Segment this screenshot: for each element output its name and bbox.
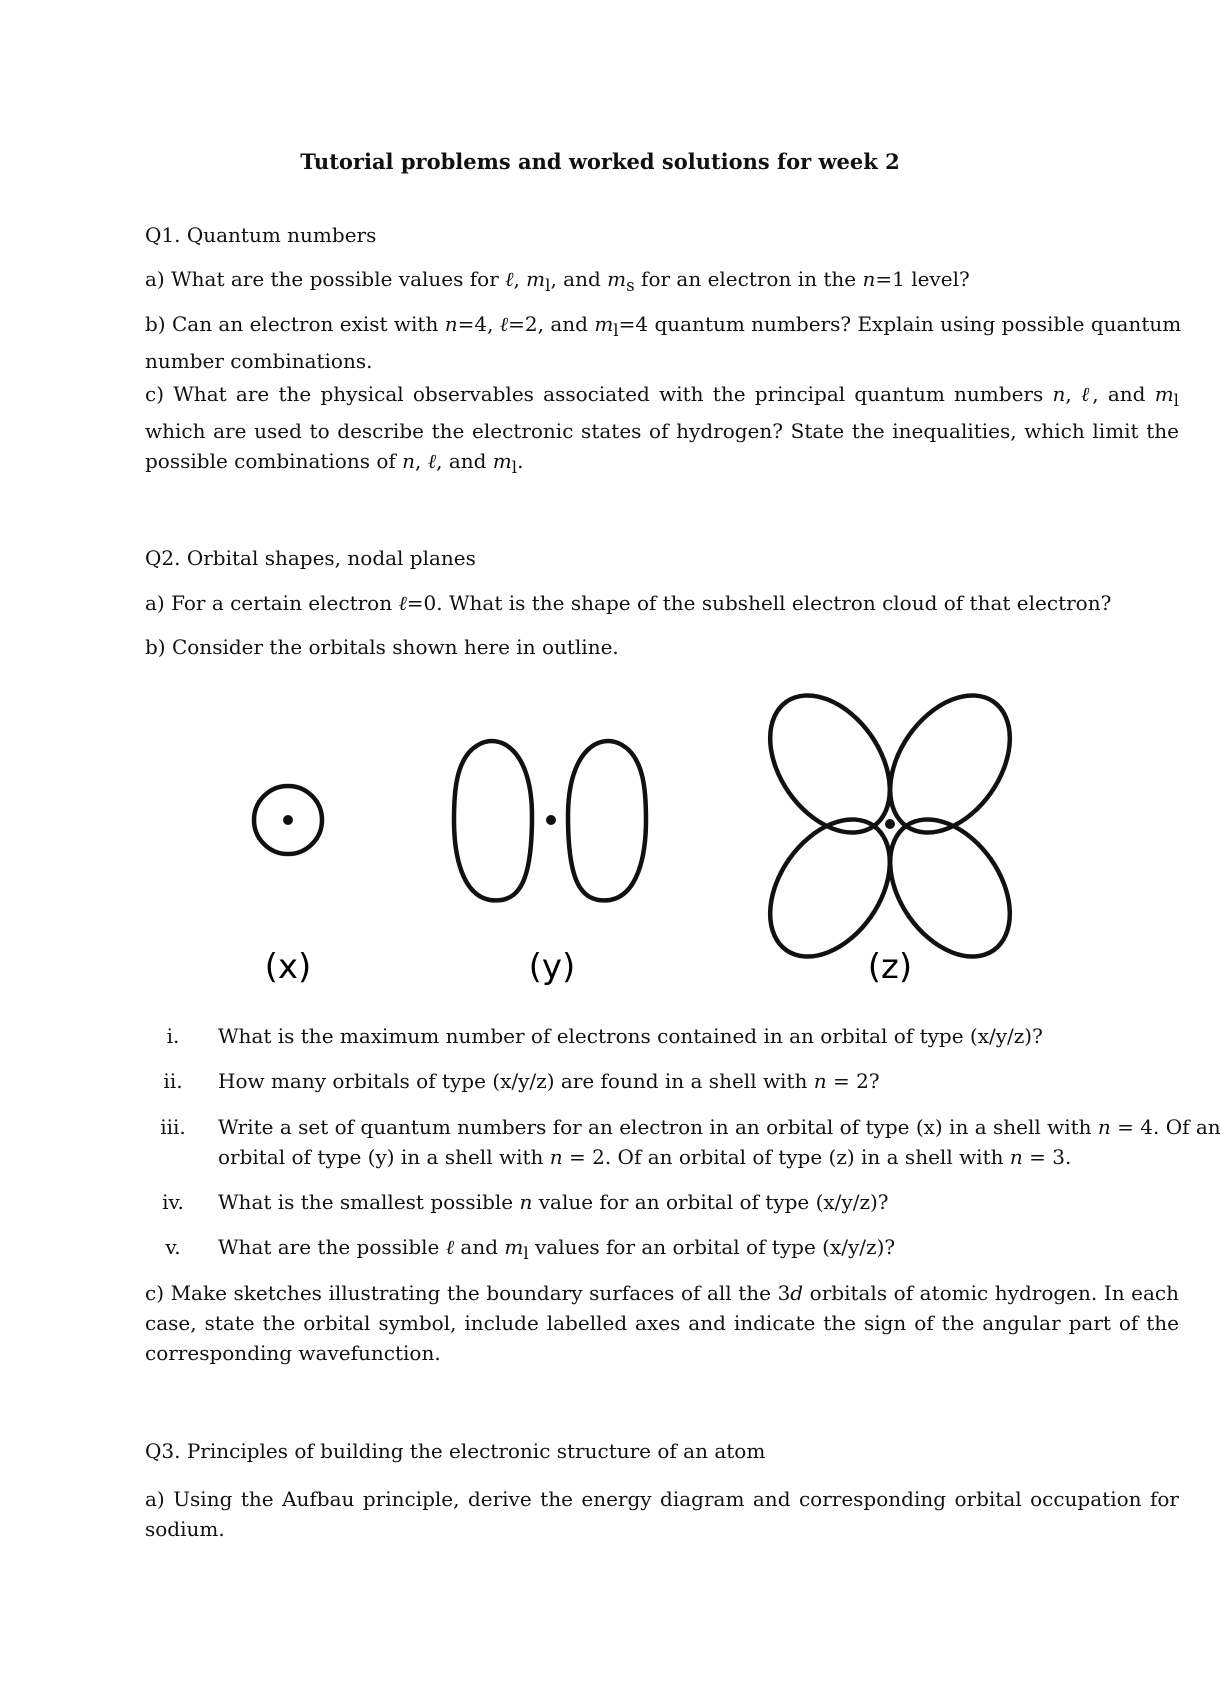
q2-b-question: b) Consider the orbitals shown here in outline. — [145, 635, 619, 659]
q3-heading: Q3. Principles of building the electronic structure of an atom — [145, 1439, 766, 1463]
item-v-number: v. — [165, 1235, 181, 1259]
item-iv-number: iv. — [162, 1190, 184, 1214]
orbital-z-nucleus-dot — [885, 819, 895, 829]
orbital-x-nucleus-dot — [283, 815, 293, 825]
q1-c-question: c) What are the physical observables associated with the principal quantum numbers n, ℓ, and $m_l$ which are used to describe the electronic states of hydrogen? State the inequalities, which limit the possible combinations of n, ℓ, and $m_l$. — [145, 382, 1179, 477]
item-i-number: i. — [166, 1024, 180, 1048]
item-iii-number: iii. — [160, 1115, 186, 1139]
item-i-text: What is the maximum number of electrons contained in an orbital of type (x/y/z)? — [218, 1024, 1043, 1048]
figure-label-z: (z) — [867, 947, 913, 987]
orbital-y-left-lobe — [454, 741, 532, 900]
figure-label-x: (x) — [264, 947, 312, 987]
item-v-text: What are the possible ℓ and $m_l$ values for an orbital of type (x/y/z)? — [218, 1235, 896, 1263]
q1-b-question: b) Can an electron exist with n=4, ℓ=2, and $m_l=4$ quantum numbers? Explain using possible quantum number combinations. — [145, 312, 1182, 373]
q1-a-question: a) What are the possible values for ℓ, $m_l$, and $m_s$ for an electron in the n=1 level? — [145, 267, 970, 295]
page-title: Tutorial problems and worked solutions for week 2 — [300, 149, 900, 174]
figure-label-y: (y) — [528, 947, 576, 987]
q1-heading: Q1. Quantum numbers — [145, 223, 377, 247]
q3-a-question: a) Using the Aufbau principle, derive the energy diagram and corresponding orbital occupation for sodium. — [145, 1487, 1179, 1541]
item-iii-text: Write a set of quantum numbers for an electron in an orbital of type (x) in a shell with n = 4. Of an orbital of type (y) in a shell with n = 2. Of an orbital of type (z) in a shell with n = 3. — [218, 1115, 1221, 1169]
q2-heading: Q2. Orbital shapes, nodal planes — [145, 546, 476, 570]
orbital-figure — [0, 690, 1200, 1010]
q2-a-question: a) For a certain electron ℓ=0. What is the shape of the subshell electron cloud of that electron? — [145, 591, 1112, 615]
item-ii-number: ii. — [163, 1069, 183, 1093]
q2-c-question: c) Make sketches illustrating the boundary surfaces of all the 3d orbitals of atomic hydrogen. In each case, state the orbital symbol, include labelled axes and indicate the sign of the angular part of the corresponding wavefunction. — [145, 1281, 1179, 1365]
item-ii-text: How many orbitals of type (x/y/z) are found in a shell with n = 2? — [218, 1069, 880, 1093]
orbital-y-nucleus-dot — [546, 815, 556, 825]
orbital-y-right-lobe — [568, 741, 646, 900]
item-iv-text: What is the smallest possible n value for an orbital of type (x/y/z)? — [218, 1190, 889, 1214]
